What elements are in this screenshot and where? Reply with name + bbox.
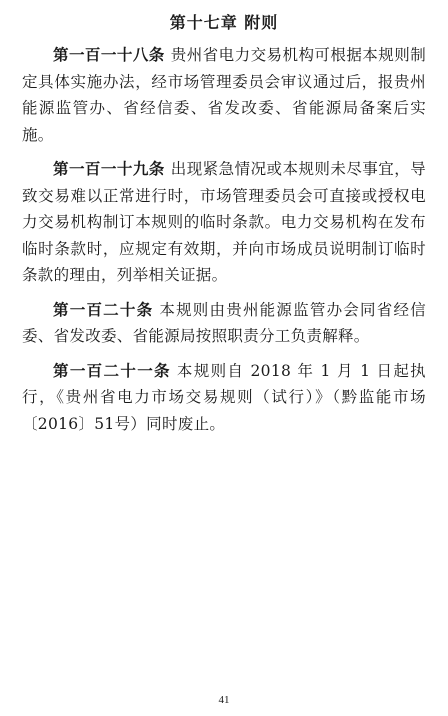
article-number: 第一百一十九条 [53, 160, 165, 178]
chapter-title: 第十七章 附则 [169, 13, 279, 32]
article-text: 本规则由贵州能源监管办会同省经信委、省发改委、省能源局按照职责分工负责解释。 [22, 300, 426, 345]
article-text: 贵州省电力交易机构可根据本规则制定具体实施办法，经市场管理委员会审议通过后，报贵州能源监管办、省经信委、省发改委、省能源局备案后实施。 [22, 46, 426, 144]
article-number: 第一百二十条 [53, 300, 154, 319]
article-text: 本规则自 2018 年 1 月 1 日起执行，《贵州省电力市场交易规则（试行）》（黔监能市场〔2016〕51号）同时废止。 [22, 361, 426, 433]
article-number: 第一百二十一条 [53, 361, 171, 380]
article-121 [22, 358, 426, 438]
document-body [22, 42, 426, 445]
article-118 [22, 42, 426, 148]
article-120 [22, 297, 426, 350]
article-119 [22, 156, 426, 289]
page-number: 41 [218, 694, 230, 706]
article-number: 第一百一十八条 [53, 46, 165, 64]
article-text: 出现紧急情况或本规则未尽事宜，导致交易难以正常进行时，市场管理委员会可直接或授权电力交易机构制订本规则的临时条款。电力交易机构在发布临时条款时，应规定有效期，并向市场成员说明制订临时条款的理由，列举相关证据。 [22, 160, 426, 284]
